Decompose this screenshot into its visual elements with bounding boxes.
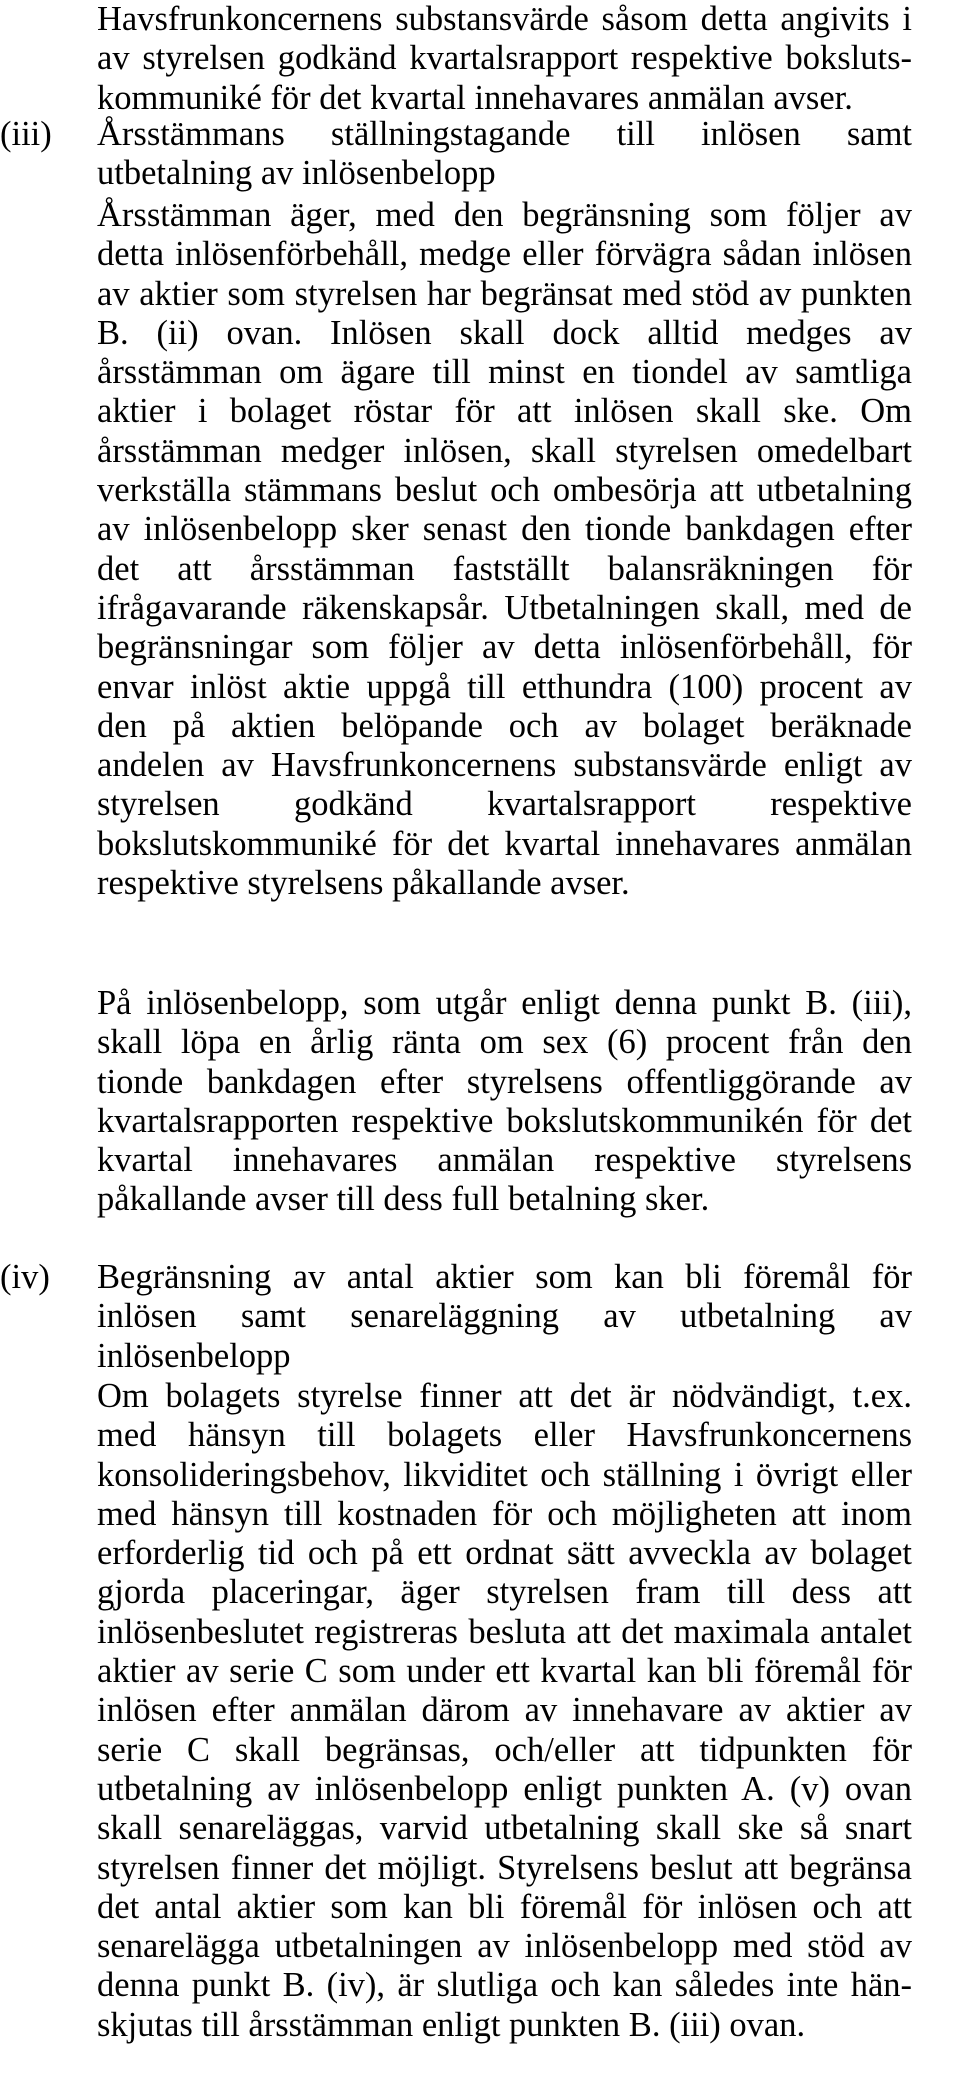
- text-line: av styrelsen godkänd kvartalsrapport respektive boksluts-: [97, 39, 912, 78]
- text-line: årsstämman om ägare till minst en tiondel av samtliga: [97, 353, 912, 392]
- text-line: På inlösenbelopp, som utgår enligt denna punkt B. (iii),: [97, 984, 912, 1022]
- text-line: inlösenbeslutet registreras besluta att det maximala antalet: [97, 1612, 912, 1651]
- text-line: styrelsen godkänd kvartalsrapport respektive: [97, 785, 912, 824]
- text-line: respektive styrelsens påkallande avser.: [97, 864, 630, 903]
- section-iii-paragraph-2: [97, 984, 912, 1220]
- text-line: aktier i bolaget röstar för att inlösen skall ske. Om: [97, 392, 912, 431]
- text-line: Årsstämman äger, med den begränsning som följer av: [97, 196, 912, 234]
- text-line: inlösen efter anmälan därom av innehavare av aktier av: [97, 1691, 912, 1730]
- text-line: styrelsen finner det möjligt. Styrelsens beslut att begränsa: [97, 1848, 912, 1887]
- text-line: skall senareläggas, varvid utbetalning skall ske så snart: [97, 1809, 912, 1848]
- text-line: tionde bankdagen efter styrelsens offentliggörande av: [97, 1062, 912, 1101]
- text-line: Om bolagets styrelse finner att det är nödvändigt, t.ex.: [97, 1377, 912, 1415]
- text-line: konsolideringsbehov, likviditet och ställning i övrigt eller: [97, 1455, 912, 1494]
- text-line: denna punkt B. (iv), är slutliga och kan således inte hän-: [97, 1966, 912, 2005]
- section-iv-number: (iv): [0, 1258, 50, 1296]
- heading-line: utbetalning av inlösenbelopp: [97, 154, 496, 193]
- section-iii-number: (iii): [0, 115, 52, 153]
- text-line: erforderlig tid och på ett ordnat sätt avveckla av bolaget: [97, 1534, 912, 1573]
- text-line: kvartal innehavares anmälan respektive styrelsens: [97, 1141, 912, 1180]
- text-line: bokslutskommuniké för det kvartal innehavares anmälan: [97, 824, 912, 863]
- text-line: skjutas till årsstämman enligt punkten B. (iii) ovan.: [97, 2005, 806, 2044]
- text-line: senarelägga utbetalningen av inlösenbelopp med stöd av: [97, 1927, 912, 1966]
- section-iii-heading: [97, 115, 912, 194]
- text-line: kvartalsrapporten respektive bokslutskommunikén för det: [97, 1101, 912, 1140]
- heading-line: inlösenbelopp: [97, 1336, 291, 1375]
- text-line: den på aktien belöpande och av bolaget beräknade: [97, 706, 912, 745]
- text-line: av inlösenbelopp sker senast den tionde bankdagen efter: [97, 510, 912, 549]
- text-line: skall löpa en årlig ränta om sex (6) procent från den: [97, 1023, 912, 1062]
- text-line: kommuniké för det kvartal innehavares anmälan avser.: [97, 78, 853, 117]
- heading-line: inlösen samt senareläggning av utbetalning av: [97, 1297, 912, 1336]
- text-line: detta inlösenförbehåll, medge eller förvägra sådan inlösen: [97, 235, 912, 274]
- text-line: andelen av Havsfrunkoncernens substansvärde enligt av: [97, 746, 912, 785]
- heading-line: Årsstämmans ställningstagande till inlösen samt: [97, 115, 912, 153]
- text-line: med hänsyn till bolagets eller Havsfrunkoncernens: [97, 1416, 912, 1455]
- text-line: serie C skall begränsas, och/eller att tidpunkten för: [97, 1730, 912, 1769]
- text-line: årsstämman medger inlösen, skall styrelsen omedelbart: [97, 431, 912, 470]
- text-line: med hänsyn till kostnaden för och möjligheten att inom: [97, 1494, 912, 1533]
- text-line: begränsningar som följer av detta inlösenförbehåll, för: [97, 628, 912, 667]
- text-line: påkallande avser till dess full betalning sker.: [97, 1180, 710, 1219]
- text-line: det antal aktier som kan bli föremål för inlösen och att: [97, 1887, 912, 1926]
- text-line: av aktier som styrelsen har begränsat med stöd av punkten: [97, 274, 912, 313]
- text-line: ifrågavarande räkenskapsår. Utbetalningen skall, med de: [97, 588, 912, 627]
- text-line: B. (ii) ovan. Inlösen skall dock alltid medges av: [97, 313, 912, 352]
- section-iv-heading: [97, 1258, 912, 1376]
- text-line: utbetalning av inlösenbelopp enligt punkten A. (v) ovan: [97, 1769, 912, 1808]
- heading-line: Begränsning av antal aktier som kan bli föremål för: [97, 1258, 912, 1296]
- text-line: aktier av serie C som under ett kvartal kan bli föremål för: [97, 1652, 912, 1691]
- text-line: Havsfrunkoncernens substansvärde såsom detta angivits i: [97, 0, 912, 38]
- section-iv-paragraph-1: [97, 1377, 912, 2045]
- text-line: envar inlöst aktie uppgå till etthundra (100) procent av: [97, 667, 912, 706]
- text-line: det att årsstämman fastställt balansräkningen för: [97, 549, 912, 588]
- text-line: gjorda placeringar, äger styrelsen fram till dess att: [97, 1573, 912, 1612]
- intro-paragraph: [97, 0, 912, 118]
- text-line: verkställa stämmans beslut och ombesörja att utbetalning: [97, 471, 912, 510]
- section-iii-paragraph-1: [97, 196, 912, 903]
